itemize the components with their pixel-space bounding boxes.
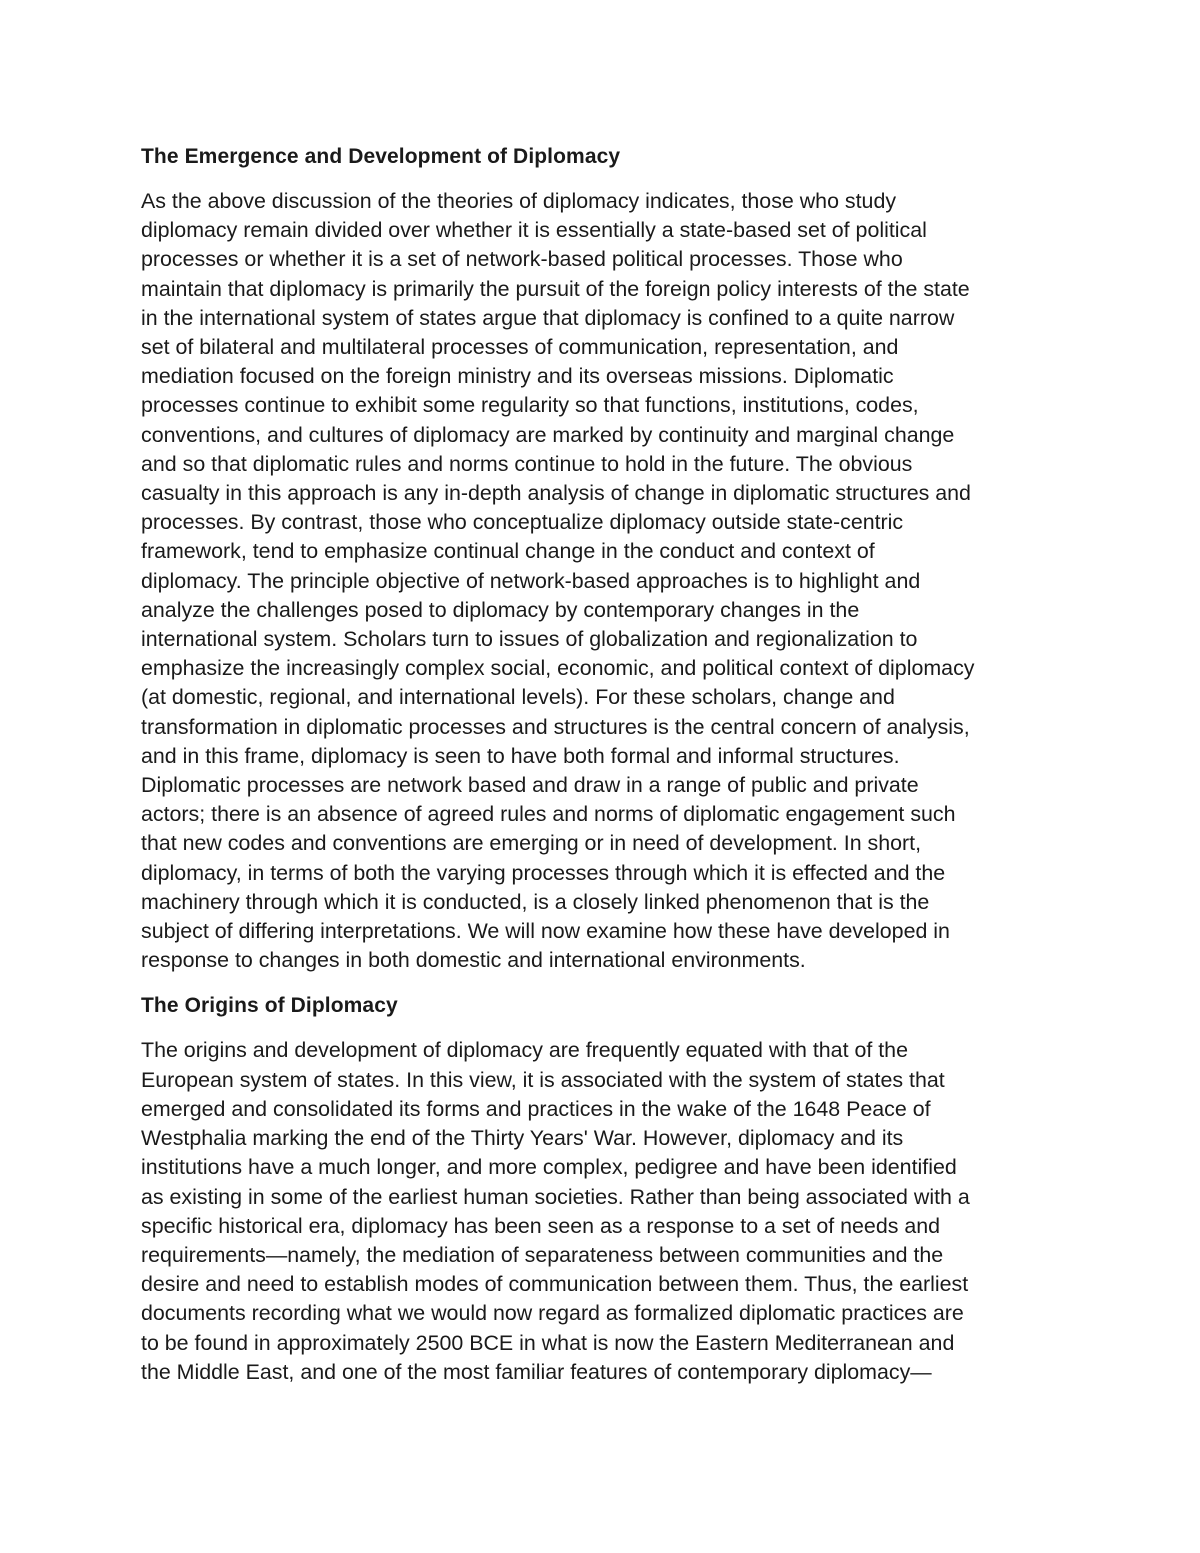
text-line: as existing in some of the earliest human societies. Rather than being associated with a — [141, 1184, 970, 1209]
text-line: the Middle East, and one of the most familiar features of contemporary diplomacy— — [141, 1359, 932, 1384]
text-line: European system of states. In this view, it is associated with the system of states that — [141, 1067, 945, 1092]
text-line: requirements—namely, the mediation of separateness between communities and the — [141, 1242, 944, 1267]
text-line: documents recording what we would now regard as formalized diplomatic practices are — [141, 1301, 964, 1326]
text-line: response to changes in both domestic and international environments. — [141, 948, 806, 973]
text-line: Westphalia marking the end of the Thirty Years' War. However, diplomacy and its — [141, 1126, 904, 1151]
text-line: processes or whether it is a set of network-based political processes. Those who — [141, 247, 903, 272]
text-line: maintain that diplomacy is primarily the pursuit of the foreign policy interests of the state — [141, 276, 970, 301]
text-line: processes. By contrast, those who conceptualize diplomacy outside state-centric — [141, 510, 904, 535]
text-line: emphasize the increasingly complex social, economic, and political context of diplomacy — [141, 656, 975, 681]
paragraph-emergence — [141, 187, 1066, 975]
text-line: (at domestic, regional, and international levels). For these scholars, change and — [141, 685, 895, 710]
text-line: The origins and development of diplomacy are frequently equated with that of the — [141, 1038, 908, 1063]
text-line: set of bilateral and multilateral processes of communication, representation, and — [141, 335, 899, 360]
text-line: specific historical era, diplomacy has been seen as a response to a set of needs and — [141, 1213, 941, 1238]
text-line: institutions have a much longer, and more complex, pedigree and have been identified — [141, 1155, 957, 1180]
text-line: mediation focused on the foreign ministry and its overseas missions. Diplomatic — [141, 364, 894, 389]
text-line: subject of differing interpretations. We will now examine how these have developed in — [141, 919, 950, 944]
text-line: and in this frame, diplomacy is seen to have both formal and informal structures. — [141, 743, 900, 768]
text-line: diplomacy. The principle objective of network-based approaches is to highlight and — [141, 568, 921, 593]
text-line: and so that diplomatic rules and norms continue to hold in the future. The obvious — [141, 451, 913, 476]
text-line: conventions, and cultures of diplomacy are marked by continuity and marginal change — [141, 422, 955, 447]
section-heading-origins: The Origins of Diplomacy — [141, 994, 398, 1018]
text-line: diplomacy remain divided over whether it is essentially a state-based set of political — [141, 218, 927, 243]
text-line: casualty in this approach is any in-depth analysis of change in diplomatic structures and — [141, 481, 971, 506]
text-line: processes continue to exhibit some regularity so that functions, institutions, codes, — [141, 393, 919, 418]
section-heading-emergence: The Emergence and Development of Diplomacy — [141, 145, 621, 168]
text-line: international system. Scholars turn to issues of globalization and regionalization to — [141, 627, 918, 652]
paragraph-origins — [141, 1036, 1066, 1386]
text-line: diplomacy, in terms of both the varying processes through which it is effected and the — [141, 860, 946, 885]
text-line: that new codes and conventions are emerging or in need of development. In short, — [141, 831, 922, 856]
text-line: As the above discussion of the theories of diplomacy indicates, those who study — [141, 189, 897, 213]
text-line: desire and need to establish modes of communication between them. Thus, the earliest — [141, 1272, 969, 1297]
text-line: machinery through which it is conducted, is a closely linked phenomenon that is the — [141, 889, 930, 914]
document-body — [141, 142, 1066, 1403]
text-line: framework, tend to emphasize continual change in the conduct and context of — [141, 539, 875, 564]
text-line: transformation in diplomatic processes and structures is the central concern of analysis, — [141, 714, 970, 739]
text-line: to be found in approximately 2500 BCE in what is now the Eastern Mediterranean and — [141, 1330, 955, 1355]
text-line: Diplomatic processes are network based and draw in a range of public and private — [141, 773, 919, 798]
text-line: actors; there is an absence of agreed rules and norms of diplomatic engagement such — [141, 802, 956, 827]
text-line: in the international system of states argue that diplomacy is confined to a quite narrow — [141, 305, 955, 330]
text-line: emerged and consolidated its forms and practices in the wake of the 1648 Peace of — [141, 1096, 931, 1121]
text-line: analyze the challenges posed to diplomacy by contemporary changes in the — [141, 597, 860, 622]
